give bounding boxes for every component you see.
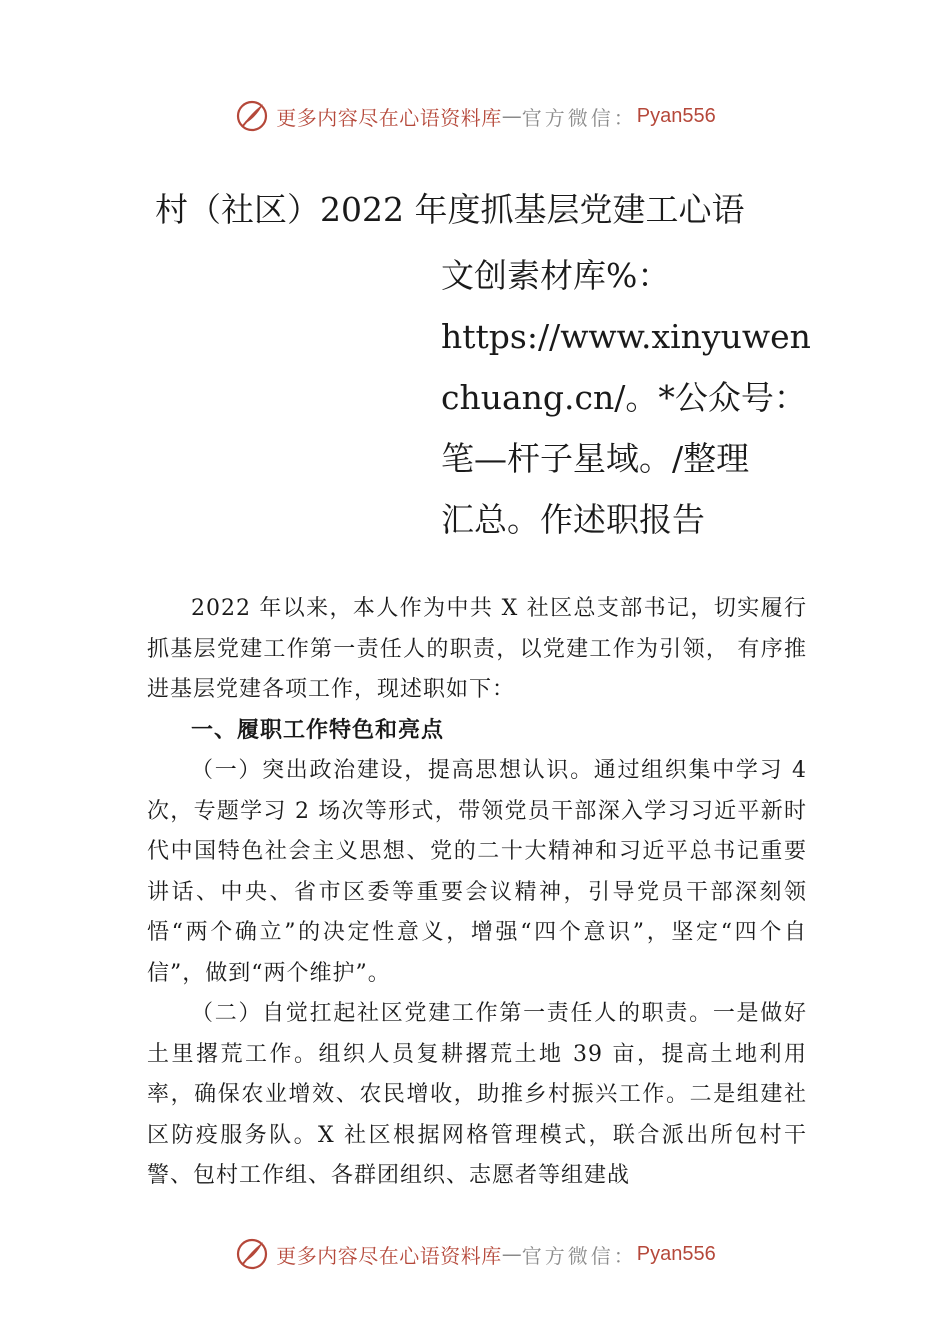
intro-paragraph: 2022 年以来，本人作为中共 X 社区总支部书记，切实履行抓基层党建工作第一责任人的职责，以党建工作为引领， 有序推进基层党建各项工作，现述职如下： (147, 596, 807, 702)
watermark-wechat-label: 官方微信： (521, 1243, 637, 1268)
quill-logo-icon (234, 1236, 270, 1272)
watermark-wechat-id: Pyan556 (636, 104, 716, 127)
document-title: 村（社区）2022 年度抓基层党建工心语 (155, 190, 745, 229)
body-paragraph: （二）自觉扛起社区党建工作第一责任人的职责。一是做好土里撂荒工作。组织人员复耕撂荒土地 39 亩，提高土地利用率，确保农业增效、农民增收，助推乡村振兴工作。二是组建社区防疫服务队。X 社区根据网格管理模式，联合派出所包村干警、包村工作组、各群团组织、志愿者等组建战 (147, 1001, 807, 1188)
body-paragraph: （一）突出政治建设，提高思想认识。通过组织集中学习 4 次，专题学习 2 场次等形式，带领党员干部深入学习习近平新时代中国特色社会主义思想、党的二十大精神和习近平总书记重要讲话、中央、省市区委等重要会议精神，引导党员干部深刻领悟“两个确立”的决定性意义，增强“四个意识”，坚定“四个自信”，做到“两个维护”。 (147, 758, 807, 986)
title-line: https://www.xinyuwen (441, 317, 811, 356)
watermark-wechat-id: Pyan556 (636, 1242, 716, 1265)
title-line: 汇总。作述职报告 (441, 500, 705, 539)
title-line: chuang.cn/。*公众号： (441, 378, 807, 417)
watermark-wechat-label: 官方微信： (521, 105, 637, 130)
section-heading: 一、履职工作特色和亮点 (191, 717, 445, 743)
watermark-text: 更多内容尽在心语资料库 (276, 1243, 502, 1268)
watermark-text: 更多内容尽在心语资料库 (276, 105, 502, 130)
title-line: 笔—杆子星域。/整理 (441, 439, 750, 478)
title-line: 文创素材库%： (441, 256, 671, 295)
document-title-continuation (441, 245, 811, 550)
watermark-separator: — (501, 1242, 522, 1266)
watermark-header (0, 94, 950, 138)
watermark-footer (0, 1232, 950, 1276)
document-body (147, 589, 807, 1197)
quill-logo-icon (234, 98, 270, 134)
watermark-separator: — (501, 104, 522, 128)
